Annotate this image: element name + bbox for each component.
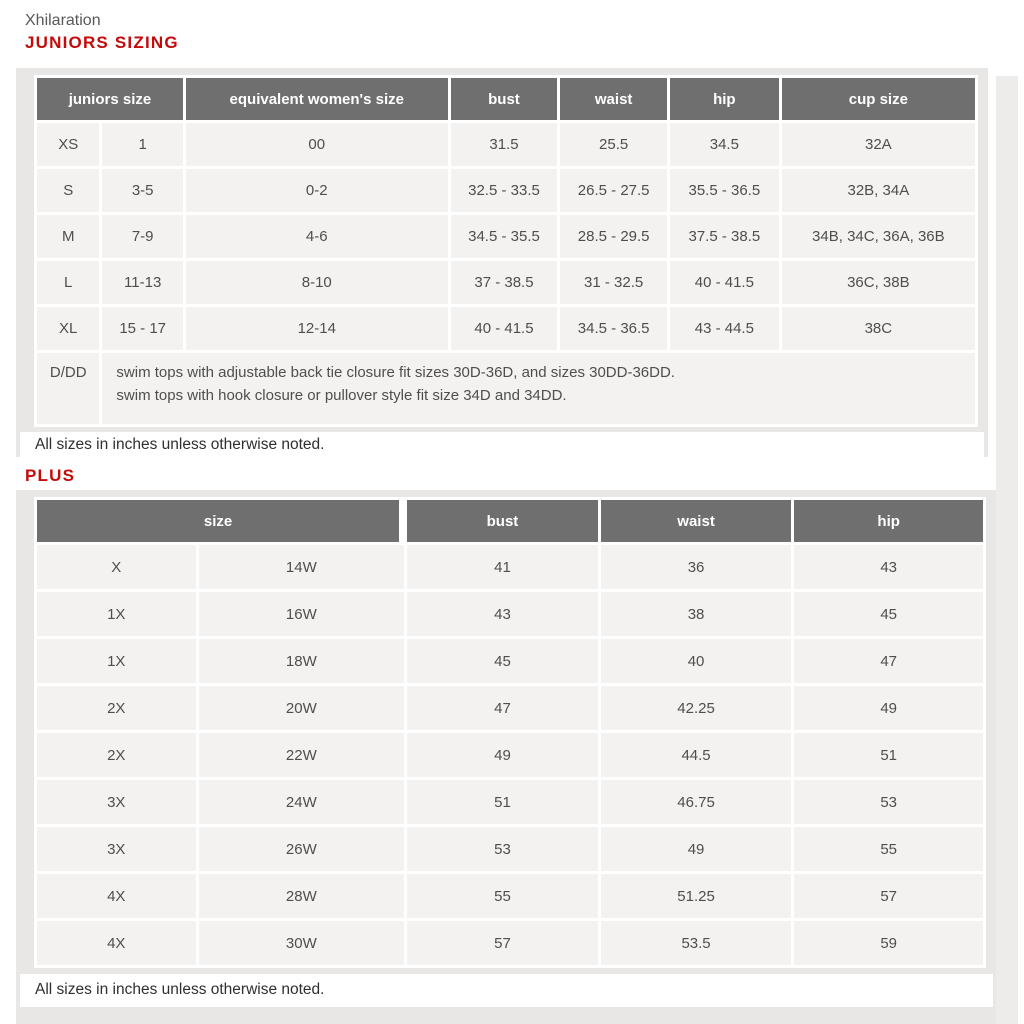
brand-name: Xhilaration xyxy=(25,12,101,29)
bust-cell: 55 xyxy=(407,874,598,918)
col-header-cup-size: cup size xyxy=(782,78,975,120)
size-x-cell: 4X xyxy=(37,874,196,918)
cup-size-cell: 36C, 38B xyxy=(782,261,975,304)
size-letter-cell: L xyxy=(37,261,99,304)
hip-cell: 51 xyxy=(794,733,983,777)
col-header-waist: waist xyxy=(601,500,792,542)
table-row xyxy=(37,639,983,683)
waist-cell: 53.5 xyxy=(601,921,792,965)
table-row xyxy=(37,780,983,824)
table-row xyxy=(37,827,983,871)
womens-size-cell: 8-10 xyxy=(186,261,448,304)
col-header-size: size xyxy=(37,500,404,542)
womens-size-cell: 00 xyxy=(186,123,448,166)
cup-size-cell: 32A xyxy=(782,123,975,166)
hip-cell: 37.5 - 38.5 xyxy=(670,215,779,258)
size-x-cell: 3X xyxy=(37,827,196,871)
bust-cell: 49 xyxy=(407,733,598,777)
cup-note-text xyxy=(102,353,975,424)
hip-cell: 57 xyxy=(794,874,983,918)
size-letter-cell: M xyxy=(37,215,99,258)
cup-size-cell: 34B, 34C, 36A, 36B xyxy=(782,215,975,258)
cup-note-row xyxy=(37,353,975,424)
plus-heading: PLUS xyxy=(25,466,76,485)
waist-cell: 38 xyxy=(601,592,792,636)
hip-cell: 40 - 41.5 xyxy=(670,261,779,304)
size-w-cell: 20W xyxy=(199,686,405,730)
hip-cell: 55 xyxy=(794,827,983,871)
juniors-size-table xyxy=(34,75,978,427)
size-w-cell: 22W xyxy=(199,733,405,777)
size-letter-cell: S xyxy=(37,169,99,212)
bust-cell: 57 xyxy=(407,921,598,965)
size-x-cell: 1X xyxy=(37,592,196,636)
bust-cell: 47 xyxy=(407,686,598,730)
size-number-cell: 1 xyxy=(102,123,183,166)
plus-footnote: All sizes in inches unless otherwise noted. xyxy=(20,974,993,1007)
table-row xyxy=(37,545,983,589)
table-row xyxy=(37,686,983,730)
table-row xyxy=(37,169,975,212)
hip-cell: 43 xyxy=(794,545,983,589)
size-w-cell: 28W xyxy=(199,874,405,918)
bust-cell: 34.5 - 35.5 xyxy=(451,215,558,258)
size-w-cell: 24W xyxy=(199,780,405,824)
waist-cell: 42.25 xyxy=(601,686,792,730)
size-number-cell: 11-13 xyxy=(102,261,183,304)
waist-cell: 49 xyxy=(601,827,792,871)
bust-cell: 37 - 38.5 xyxy=(451,261,558,304)
size-x-cell: 4X xyxy=(37,921,196,965)
waist-cell: 34.5 - 36.5 xyxy=(560,307,667,350)
hip-cell: 49 xyxy=(794,686,983,730)
size-number-cell: 3-5 xyxy=(102,169,183,212)
waist-cell: 25.5 xyxy=(560,123,667,166)
col-header-waist: waist xyxy=(560,78,667,120)
size-letter-cell: XS xyxy=(37,123,99,166)
bust-cell: 43 xyxy=(407,592,598,636)
cup-note-line2: swim tops with hook closure or pullover style fit size 34D and 34DD. xyxy=(116,386,567,404)
juniors-panel xyxy=(16,68,988,457)
size-x-cell: 1X xyxy=(37,639,196,683)
waist-cell: 44.5 xyxy=(601,733,792,777)
womens-size-cell: 0-2 xyxy=(186,169,448,212)
size-x-cell: 2X xyxy=(37,733,196,777)
col-header-bust: bust xyxy=(451,78,558,120)
size-x-cell: 2X xyxy=(37,686,196,730)
juniors-header-row xyxy=(37,78,975,120)
col-header-juniors-size: juniors size xyxy=(37,78,183,120)
size-x-cell: 3X xyxy=(37,780,196,824)
size-w-cell: 14W xyxy=(199,545,405,589)
col-header-hip: hip xyxy=(794,500,983,542)
bust-cell: 41 xyxy=(407,545,598,589)
waist-cell: 26.5 - 27.5 xyxy=(560,169,667,212)
size-w-cell: 30W xyxy=(199,921,405,965)
table-row xyxy=(37,592,983,636)
table-row xyxy=(37,307,975,350)
cup-size-cell: 32B, 34A xyxy=(782,169,975,212)
bust-cell: 45 xyxy=(407,639,598,683)
hip-cell: 59 xyxy=(794,921,983,965)
waist-cell: 36 xyxy=(601,545,792,589)
plus-panel xyxy=(16,490,997,1024)
waist-cell: 28.5 - 29.5 xyxy=(560,215,667,258)
bust-cell: 53 xyxy=(407,827,598,871)
right-scroll-track[interactable] xyxy=(996,76,1018,1024)
juniors-footnote: All sizes in inches unless otherwise noted. xyxy=(20,432,984,459)
size-w-cell: 18W xyxy=(199,639,405,683)
plus-size-table xyxy=(34,497,986,968)
waist-cell: 46.75 xyxy=(601,780,792,824)
hip-cell: 35.5 - 36.5 xyxy=(670,169,779,212)
size-letter-cell: XL xyxy=(37,307,99,350)
table-row xyxy=(37,921,983,965)
cup-size-cell: 38C xyxy=(782,307,975,350)
womens-size-cell: 12-14 xyxy=(186,307,448,350)
bust-cell: 51 xyxy=(407,780,598,824)
plus-header-row xyxy=(37,500,983,542)
table-row xyxy=(37,215,975,258)
table-row xyxy=(37,733,983,777)
waist-cell: 40 xyxy=(601,639,792,683)
col-header-womens-size: equivalent women's size xyxy=(186,78,448,120)
bust-cell: 40 - 41.5 xyxy=(451,307,558,350)
womens-size-cell: 4-6 xyxy=(186,215,448,258)
size-w-cell: 26W xyxy=(199,827,405,871)
juniors-sizing-heading: JUNIORS SIZING xyxy=(25,33,179,52)
hip-cell: 43 - 44.5 xyxy=(670,307,779,350)
size-w-cell: 16W xyxy=(199,592,405,636)
col-header-bust: bust xyxy=(407,500,598,542)
table-row xyxy=(37,123,975,166)
hip-cell: 34.5 xyxy=(670,123,779,166)
table-row xyxy=(37,261,975,304)
table-row xyxy=(37,874,983,918)
size-x-cell: X xyxy=(37,545,196,589)
hip-cell: 53 xyxy=(794,780,983,824)
bust-cell: 31.5 xyxy=(451,123,558,166)
bust-cell: 32.5 - 33.5 xyxy=(451,169,558,212)
waist-cell: 51.25 xyxy=(601,874,792,918)
size-number-cell: 7-9 xyxy=(102,215,183,258)
cup-note-label: D/DD xyxy=(37,353,99,424)
hip-cell: 45 xyxy=(794,592,983,636)
col-header-hip: hip xyxy=(670,78,779,120)
hip-cell: 47 xyxy=(794,639,983,683)
cup-note-line1: swim tops with adjustable back tie closure fit sizes 30D-36D, and sizes 30DD-36DD. xyxy=(116,364,675,381)
waist-cell: 31 - 32.5 xyxy=(560,261,667,304)
size-number-cell: 15 - 17 xyxy=(102,307,183,350)
